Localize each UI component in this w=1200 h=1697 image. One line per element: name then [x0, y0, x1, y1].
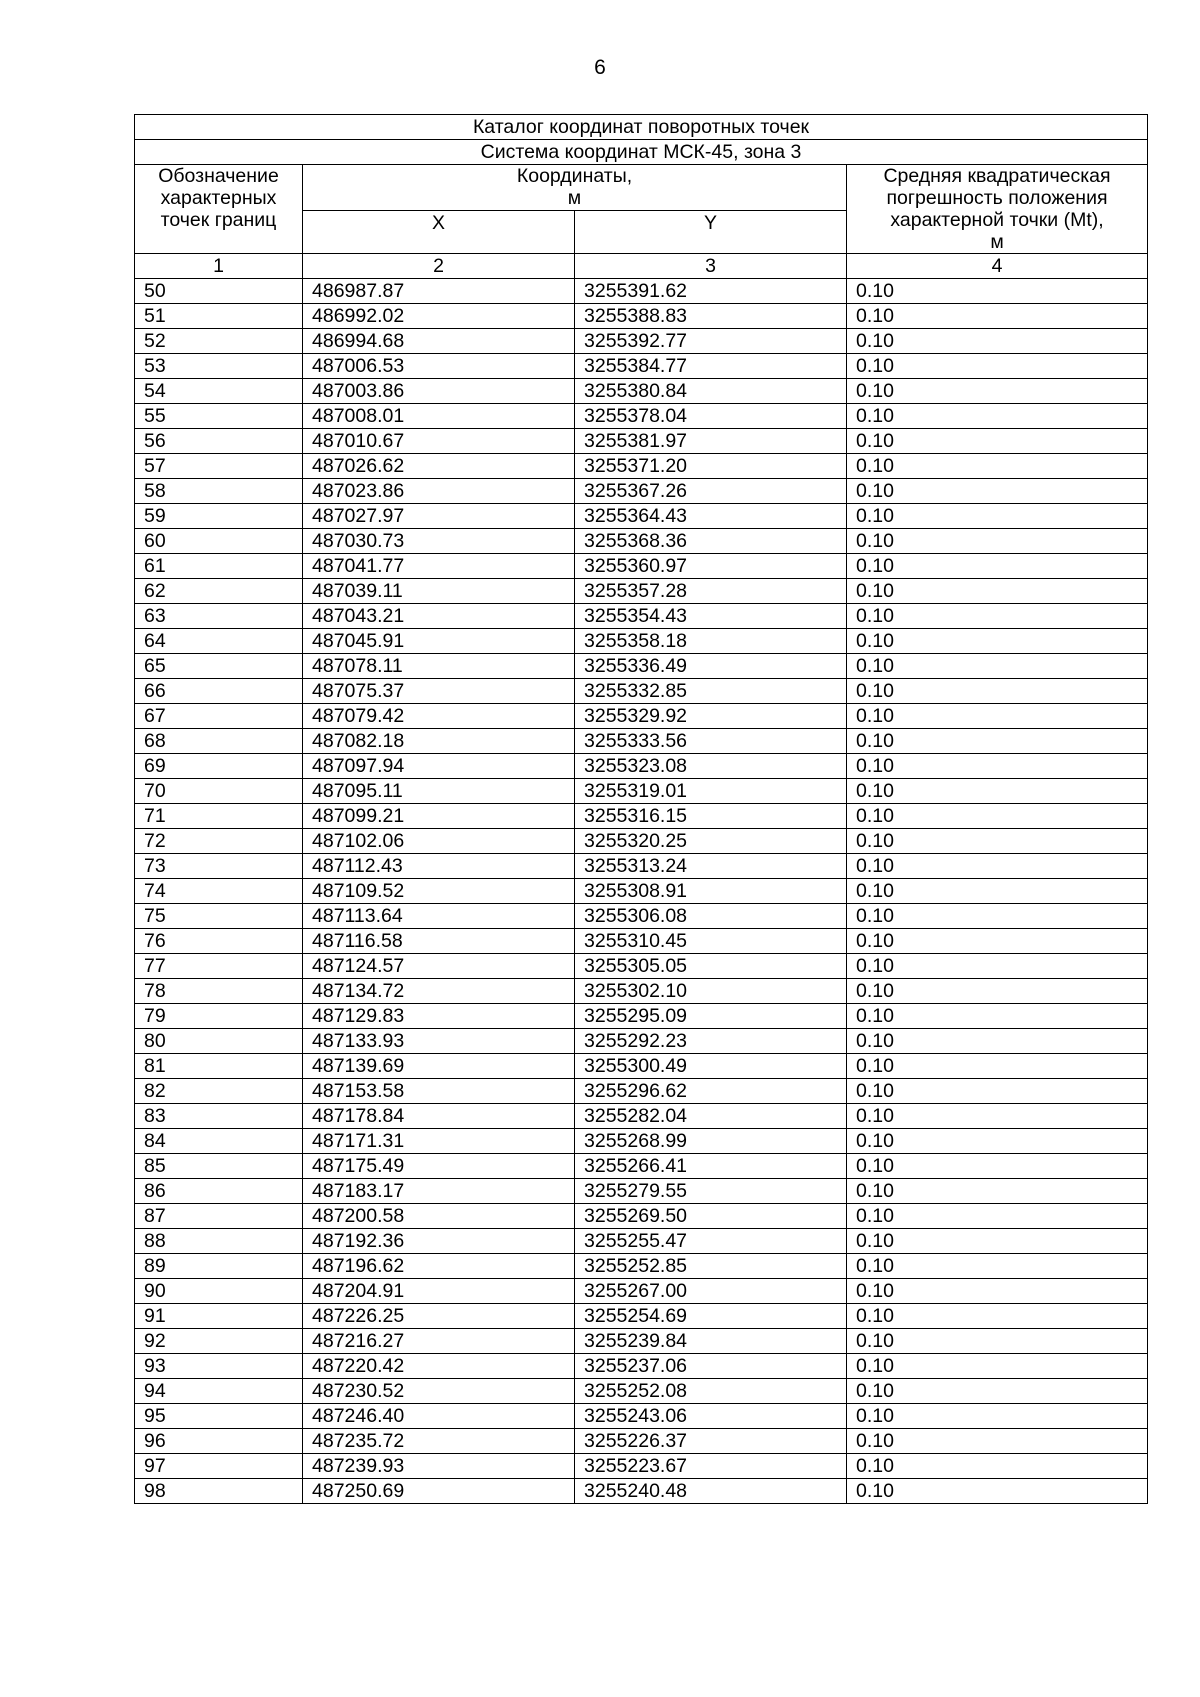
x-coordinate-cell: 487230.52 [303, 1379, 575, 1404]
mt-error-cell: 0.10 [847, 854, 1148, 879]
table-row [135, 379, 1148, 404]
mt-error-cell: 0.10 [847, 429, 1148, 454]
x-coordinate-cell: 487109.52 [303, 879, 575, 904]
table-row [135, 1304, 1148, 1329]
mt-error-cell: 0.10 [847, 554, 1148, 579]
x-coordinate-cell: 487153.58 [303, 1079, 575, 1104]
x-coordinate-cell: 486994.68 [303, 329, 575, 354]
mt-error-cell: 0.10 [847, 1079, 1148, 1104]
x-coordinate-cell: 487030.73 [303, 529, 575, 554]
point-id-cell: 91 [135, 1304, 303, 1329]
x-coordinate-cell: 487113.64 [303, 904, 575, 929]
table-subtitle-row [135, 140, 1148, 165]
x-coordinate-cell: 487099.21 [303, 804, 575, 829]
column-number: 4 [847, 254, 1148, 279]
point-id-cell: 63 [135, 604, 303, 629]
mt-error-cell: 0.10 [847, 629, 1148, 654]
mt-error-cell: 0.10 [847, 1179, 1148, 1204]
y-coordinate-cell: 3255310.45 [575, 929, 847, 954]
mt-error-cell: 0.10 [847, 1054, 1148, 1079]
mt-error-cell: 0.10 [847, 754, 1148, 779]
point-id-cell: 67 [135, 704, 303, 729]
y-coordinate-cell: 3255308.91 [575, 879, 847, 904]
table-row [135, 479, 1148, 504]
y-coordinate-cell: 3255305.05 [575, 954, 847, 979]
table-row [135, 754, 1148, 779]
point-id-cell: 68 [135, 729, 303, 754]
x-coordinate-cell: 487079.42 [303, 704, 575, 729]
table-row [135, 704, 1148, 729]
coordinates-unit: м [567, 187, 582, 209]
y-coordinate-cell: 3255279.55 [575, 1179, 847, 1204]
point-id-cell: 73 [135, 854, 303, 879]
mt-error-cell: 0.10 [847, 679, 1148, 704]
mean-square-error-header-line: м [990, 231, 1004, 253]
y-coordinate-cell: 3255240.48 [575, 1479, 847, 1504]
point-id-cell: 50 [135, 279, 303, 304]
point-id-cell: 92 [135, 1329, 303, 1354]
point-id-cell: 53 [135, 354, 303, 379]
point-id-cell: 78 [135, 979, 303, 1004]
x-coordinate-cell: 487139.69 [303, 1054, 575, 1079]
mean-square-error-header-line: Средняя квадратическая [883, 165, 1111, 187]
table-row [135, 1479, 1148, 1504]
x-coordinate-cell: 486987.87 [303, 279, 575, 304]
point-id-cell: 96 [135, 1429, 303, 1454]
y-coordinate-cell: 3255226.37 [575, 1429, 847, 1454]
y-coordinate-cell: 3255320.25 [575, 829, 847, 854]
point-designation-header-line: Обозначение [158, 165, 279, 187]
point-designation-header-line: характерных [160, 187, 277, 209]
table-row [135, 929, 1148, 954]
coordinates-header [303, 165, 847, 211]
mt-error-cell: 0.10 [847, 1104, 1148, 1129]
point-id-cell: 66 [135, 679, 303, 704]
point-id-cell: 88 [135, 1229, 303, 1254]
point-id-cell: 94 [135, 1379, 303, 1404]
mt-error-cell: 0.10 [847, 1129, 1148, 1154]
y-coordinate-cell: 3255269.50 [575, 1204, 847, 1229]
x-coordinate-cell: 487133.93 [303, 1029, 575, 1054]
mt-error-cell: 0.10 [847, 1254, 1148, 1279]
point-id-cell: 74 [135, 879, 303, 904]
point-id-cell: 70 [135, 779, 303, 804]
mt-error-cell: 0.10 [847, 1454, 1148, 1479]
x-coordinate-cell: 487045.91 [303, 629, 575, 654]
y-coordinate-cell: 3255295.09 [575, 1004, 847, 1029]
point-id-cell: 95 [135, 1404, 303, 1429]
point-id-cell: 59 [135, 504, 303, 529]
x-coordinate-cell: 487246.40 [303, 1404, 575, 1429]
point-id-cell: 52 [135, 329, 303, 354]
x-coordinate-cell: 487175.49 [303, 1154, 575, 1179]
mt-error-cell: 0.10 [847, 1329, 1148, 1354]
mt-error-cell: 0.10 [847, 379, 1148, 404]
mt-error-cell: 0.10 [847, 1004, 1148, 1029]
y-coordinate-cell: 3255380.84 [575, 379, 847, 404]
x-coordinate-cell: 487023.86 [303, 479, 575, 504]
point-id-cell: 64 [135, 629, 303, 654]
table-row [135, 954, 1148, 979]
table-row [135, 554, 1148, 579]
mt-error-cell: 0.10 [847, 579, 1148, 604]
table-row [135, 329, 1148, 354]
y-coordinate-cell: 3255336.49 [575, 654, 847, 679]
mt-error-cell: 0.10 [847, 879, 1148, 904]
table-row [135, 629, 1148, 654]
y-coordinate-cell: 3255357.28 [575, 579, 847, 604]
y-coordinate-cell: 3255313.24 [575, 854, 847, 879]
table-row [135, 1329, 1148, 1354]
y-coordinate-cell: 3255360.97 [575, 554, 847, 579]
y-coordinate-cell: 3255378.04 [575, 404, 847, 429]
x-coordinate-cell: 487027.97 [303, 504, 575, 529]
x-coordinate-cell: 487006.53 [303, 354, 575, 379]
mt-error-cell: 0.10 [847, 1279, 1148, 1304]
coordinates-catalog-table [134, 114, 1148, 1504]
mt-error-cell: 0.10 [847, 1354, 1148, 1379]
x-coordinate-cell: 487075.37 [303, 679, 575, 704]
header-row-top [135, 165, 1148, 211]
table-row [135, 654, 1148, 679]
y-coordinate-cell: 3255354.43 [575, 604, 847, 629]
mt-error-cell: 0.10 [847, 1229, 1148, 1254]
x-coordinate-cell: 487097.94 [303, 754, 575, 779]
point-id-cell: 98 [135, 1479, 303, 1504]
table-row [135, 1029, 1148, 1054]
point-id-cell: 76 [135, 929, 303, 954]
y-coordinate-cell: 3255329.92 [575, 704, 847, 729]
x-coordinate-cell: 487200.58 [303, 1204, 575, 1229]
table-row [135, 854, 1148, 879]
mt-error-cell: 0.10 [847, 604, 1148, 629]
y-coordinate-cell: 3255237.06 [575, 1354, 847, 1379]
x-coordinate-cell: 487095.11 [303, 779, 575, 804]
point-id-cell: 51 [135, 304, 303, 329]
point-id-cell: 72 [135, 829, 303, 854]
table-row [135, 804, 1148, 829]
mt-error-cell: 0.10 [847, 1479, 1148, 1504]
table-row [135, 304, 1148, 329]
table-row [135, 1379, 1148, 1404]
table-row [135, 829, 1148, 854]
x-coordinate-cell: 486992.02 [303, 304, 575, 329]
point-id-cell: 87 [135, 1204, 303, 1229]
x-coordinate-cell: 487043.21 [303, 604, 575, 629]
point-id-cell: 79 [135, 1004, 303, 1029]
x-coordinate-cell: 487116.58 [303, 929, 575, 954]
y-coordinate-cell: 3255381.97 [575, 429, 847, 454]
point-designation-header-line: точек границ [160, 209, 277, 231]
mt-error-cell: 0.10 [847, 529, 1148, 554]
table-row [135, 1429, 1148, 1454]
y-coordinate-cell: 3255306.08 [575, 904, 847, 929]
x-coordinate-cell: 487196.62 [303, 1254, 575, 1279]
y-coordinate-cell: 3255367.26 [575, 479, 847, 504]
mt-error-cell: 0.10 [847, 979, 1148, 1004]
y-coordinate-cell: 3255368.36 [575, 529, 847, 554]
y-coordinate-cell: 3255391.62 [575, 279, 847, 304]
y-coordinate-cell: 3255316.15 [575, 804, 847, 829]
mt-error-cell: 0.10 [847, 654, 1148, 679]
mt-error-cell: 0.10 [847, 1379, 1148, 1404]
table-row [135, 579, 1148, 604]
table-row [135, 454, 1148, 479]
y-coordinate-cell: 3255333.56 [575, 729, 847, 754]
table-row [135, 1054, 1148, 1079]
table-row [135, 1204, 1148, 1229]
table-row [135, 529, 1148, 554]
mt-error-cell: 0.10 [847, 1154, 1148, 1179]
x-coordinate-cell: 487220.42 [303, 1354, 575, 1379]
point-id-cell: 65 [135, 654, 303, 679]
y-coordinate-cell: 3255371.20 [575, 454, 847, 479]
x-header: X [303, 210, 575, 254]
table-row [135, 404, 1148, 429]
table-row [135, 1004, 1148, 1029]
table-row [135, 504, 1148, 529]
y-coordinate-cell: 3255319.01 [575, 779, 847, 804]
mt-error-cell: 0.10 [847, 1429, 1148, 1454]
table-row [135, 879, 1148, 904]
table-row [135, 1404, 1148, 1429]
table-row [135, 1454, 1148, 1479]
table-row [135, 1254, 1148, 1279]
table-row [135, 729, 1148, 754]
x-coordinate-cell: 487112.43 [303, 854, 575, 879]
point-id-cell: 58 [135, 479, 303, 504]
mt-error-cell: 0.10 [847, 354, 1148, 379]
y-coordinate-cell: 3255364.43 [575, 504, 847, 529]
x-coordinate-cell: 487039.11 [303, 579, 575, 604]
point-id-cell: 75 [135, 904, 303, 929]
y-coordinate-cell: 3255266.41 [575, 1154, 847, 1179]
mean-square-error-header-line: характерной точки (Mt), [890, 209, 1104, 231]
x-coordinate-cell: 487235.72 [303, 1429, 575, 1454]
x-coordinate-cell: 487192.36 [303, 1229, 575, 1254]
mt-error-cell: 0.10 [847, 804, 1148, 829]
y-coordinate-cell: 3255302.10 [575, 979, 847, 1004]
table-row [135, 354, 1148, 379]
mean-square-error-header-line: погрешность положения [886, 187, 1108, 209]
mt-error-cell: 0.10 [847, 504, 1148, 529]
x-coordinate-cell: 487178.84 [303, 1104, 575, 1129]
table-row [135, 279, 1148, 304]
table-title: Каталог координат поворотных точек [135, 115, 1148, 140]
table-row [135, 1104, 1148, 1129]
x-coordinate-cell: 487078.11 [303, 654, 575, 679]
x-coordinate-cell: 487226.25 [303, 1304, 575, 1329]
point-id-cell: 80 [135, 1029, 303, 1054]
x-coordinate-cell: 487129.83 [303, 1004, 575, 1029]
table-title-row [135, 115, 1148, 140]
table-row [135, 779, 1148, 804]
x-coordinate-cell: 487026.62 [303, 454, 575, 479]
table-row [135, 1229, 1148, 1254]
x-coordinate-cell: 487204.91 [303, 1279, 575, 1304]
mt-error-cell: 0.10 [847, 904, 1148, 929]
point-id-cell: 93 [135, 1354, 303, 1379]
table-row [135, 1179, 1148, 1204]
table-row [135, 1279, 1148, 1304]
point-id-cell: 86 [135, 1179, 303, 1204]
coordinates-header-line: Координаты, [516, 165, 633, 187]
x-coordinate-cell: 487008.01 [303, 404, 575, 429]
point-id-cell: 54 [135, 379, 303, 404]
x-coordinate-cell: 487239.93 [303, 1454, 575, 1479]
y-coordinate-cell: 3255252.08 [575, 1379, 847, 1404]
point-id-cell: 82 [135, 1079, 303, 1104]
x-coordinate-cell: 487003.86 [303, 379, 575, 404]
mt-error-cell: 0.10 [847, 829, 1148, 854]
point-designation-header [135, 165, 303, 254]
y-coordinate-cell: 3255255.47 [575, 1229, 847, 1254]
point-id-cell: 97 [135, 1454, 303, 1479]
x-coordinate-cell: 487216.27 [303, 1329, 575, 1354]
mt-error-cell: 0.10 [847, 279, 1148, 304]
table-row [135, 604, 1148, 629]
x-coordinate-cell: 487171.31 [303, 1129, 575, 1154]
mt-error-cell: 0.10 [847, 1204, 1148, 1229]
point-id-cell: 71 [135, 804, 303, 829]
mt-error-cell: 0.10 [847, 1304, 1148, 1329]
point-id-cell: 77 [135, 954, 303, 979]
table-row [135, 1079, 1148, 1104]
point-id-cell: 90 [135, 1279, 303, 1304]
table-row [135, 1154, 1148, 1179]
y-header: Y [575, 210, 847, 254]
point-id-cell: 85 [135, 1154, 303, 1179]
point-id-cell: 56 [135, 429, 303, 454]
column-number: 1 [135, 254, 303, 279]
y-coordinate-cell: 3255223.67 [575, 1454, 847, 1479]
y-coordinate-cell: 3255282.04 [575, 1104, 847, 1129]
point-id-cell: 62 [135, 579, 303, 604]
table-row [135, 904, 1148, 929]
column-number: 2 [303, 254, 575, 279]
column-numbers-row [135, 254, 1148, 279]
x-coordinate-cell: 487183.17 [303, 1179, 575, 1204]
y-coordinate-cell: 3255358.18 [575, 629, 847, 654]
y-coordinate-cell: 3255384.77 [575, 354, 847, 379]
point-id-cell: 89 [135, 1254, 303, 1279]
mt-error-cell: 0.10 [847, 479, 1148, 504]
point-id-cell: 61 [135, 554, 303, 579]
mt-error-cell: 0.10 [847, 1029, 1148, 1054]
y-coordinate-cell: 3255296.62 [575, 1079, 847, 1104]
x-coordinate-cell: 487010.67 [303, 429, 575, 454]
page-number: 6 [594, 56, 606, 79]
mt-error-cell: 0.10 [847, 704, 1148, 729]
table-row [135, 429, 1148, 454]
table-row [135, 679, 1148, 704]
y-coordinate-cell: 3255388.83 [575, 304, 847, 329]
x-coordinate-cell: 487102.06 [303, 829, 575, 854]
mt-error-cell: 0.10 [847, 779, 1148, 804]
point-id-cell: 83 [135, 1104, 303, 1129]
mt-error-cell: 0.10 [847, 729, 1148, 754]
y-coordinate-cell: 3255300.49 [575, 1054, 847, 1079]
coordinate-system-label: Система координат МСК-45, зона 3 [135, 140, 1148, 165]
table-row [135, 1354, 1148, 1379]
column-number: 3 [575, 254, 847, 279]
mt-error-cell: 0.10 [847, 954, 1148, 979]
mt-error-cell: 0.10 [847, 304, 1148, 329]
mt-error-cell: 0.10 [847, 929, 1148, 954]
y-coordinate-cell: 3255243.06 [575, 1404, 847, 1429]
x-coordinate-cell: 487082.18 [303, 729, 575, 754]
mt-error-cell: 0.10 [847, 1404, 1148, 1429]
y-coordinate-cell: 3255267.00 [575, 1279, 847, 1304]
point-id-cell: 81 [135, 1054, 303, 1079]
y-coordinate-cell: 3255323.08 [575, 754, 847, 779]
point-id-cell: 55 [135, 404, 303, 429]
mt-error-cell: 0.10 [847, 329, 1148, 354]
y-coordinate-cell: 3255252.85 [575, 1254, 847, 1279]
mt-error-cell: 0.10 [847, 454, 1148, 479]
mt-error-cell: 0.10 [847, 404, 1148, 429]
y-coordinate-cell: 3255268.99 [575, 1129, 847, 1154]
point-id-cell: 57 [135, 454, 303, 479]
point-id-cell: 60 [135, 529, 303, 554]
point-id-cell: 69 [135, 754, 303, 779]
x-coordinate-cell: 487134.72 [303, 979, 575, 1004]
table-row [135, 979, 1148, 1004]
point-id-cell: 84 [135, 1129, 303, 1154]
y-coordinate-cell: 3255239.84 [575, 1329, 847, 1354]
y-coordinate-cell: 3255392.77 [575, 329, 847, 354]
table-row [135, 1129, 1148, 1154]
mean-square-error-header [847, 165, 1148, 254]
y-coordinate-cell: 3255332.85 [575, 679, 847, 704]
x-coordinate-cell: 487041.77 [303, 554, 575, 579]
x-coordinate-cell: 487250.69 [303, 1479, 575, 1504]
y-coordinate-cell: 3255254.69 [575, 1304, 847, 1329]
y-coordinate-cell: 3255292.23 [575, 1029, 847, 1054]
x-coordinate-cell: 487124.57 [303, 954, 575, 979]
